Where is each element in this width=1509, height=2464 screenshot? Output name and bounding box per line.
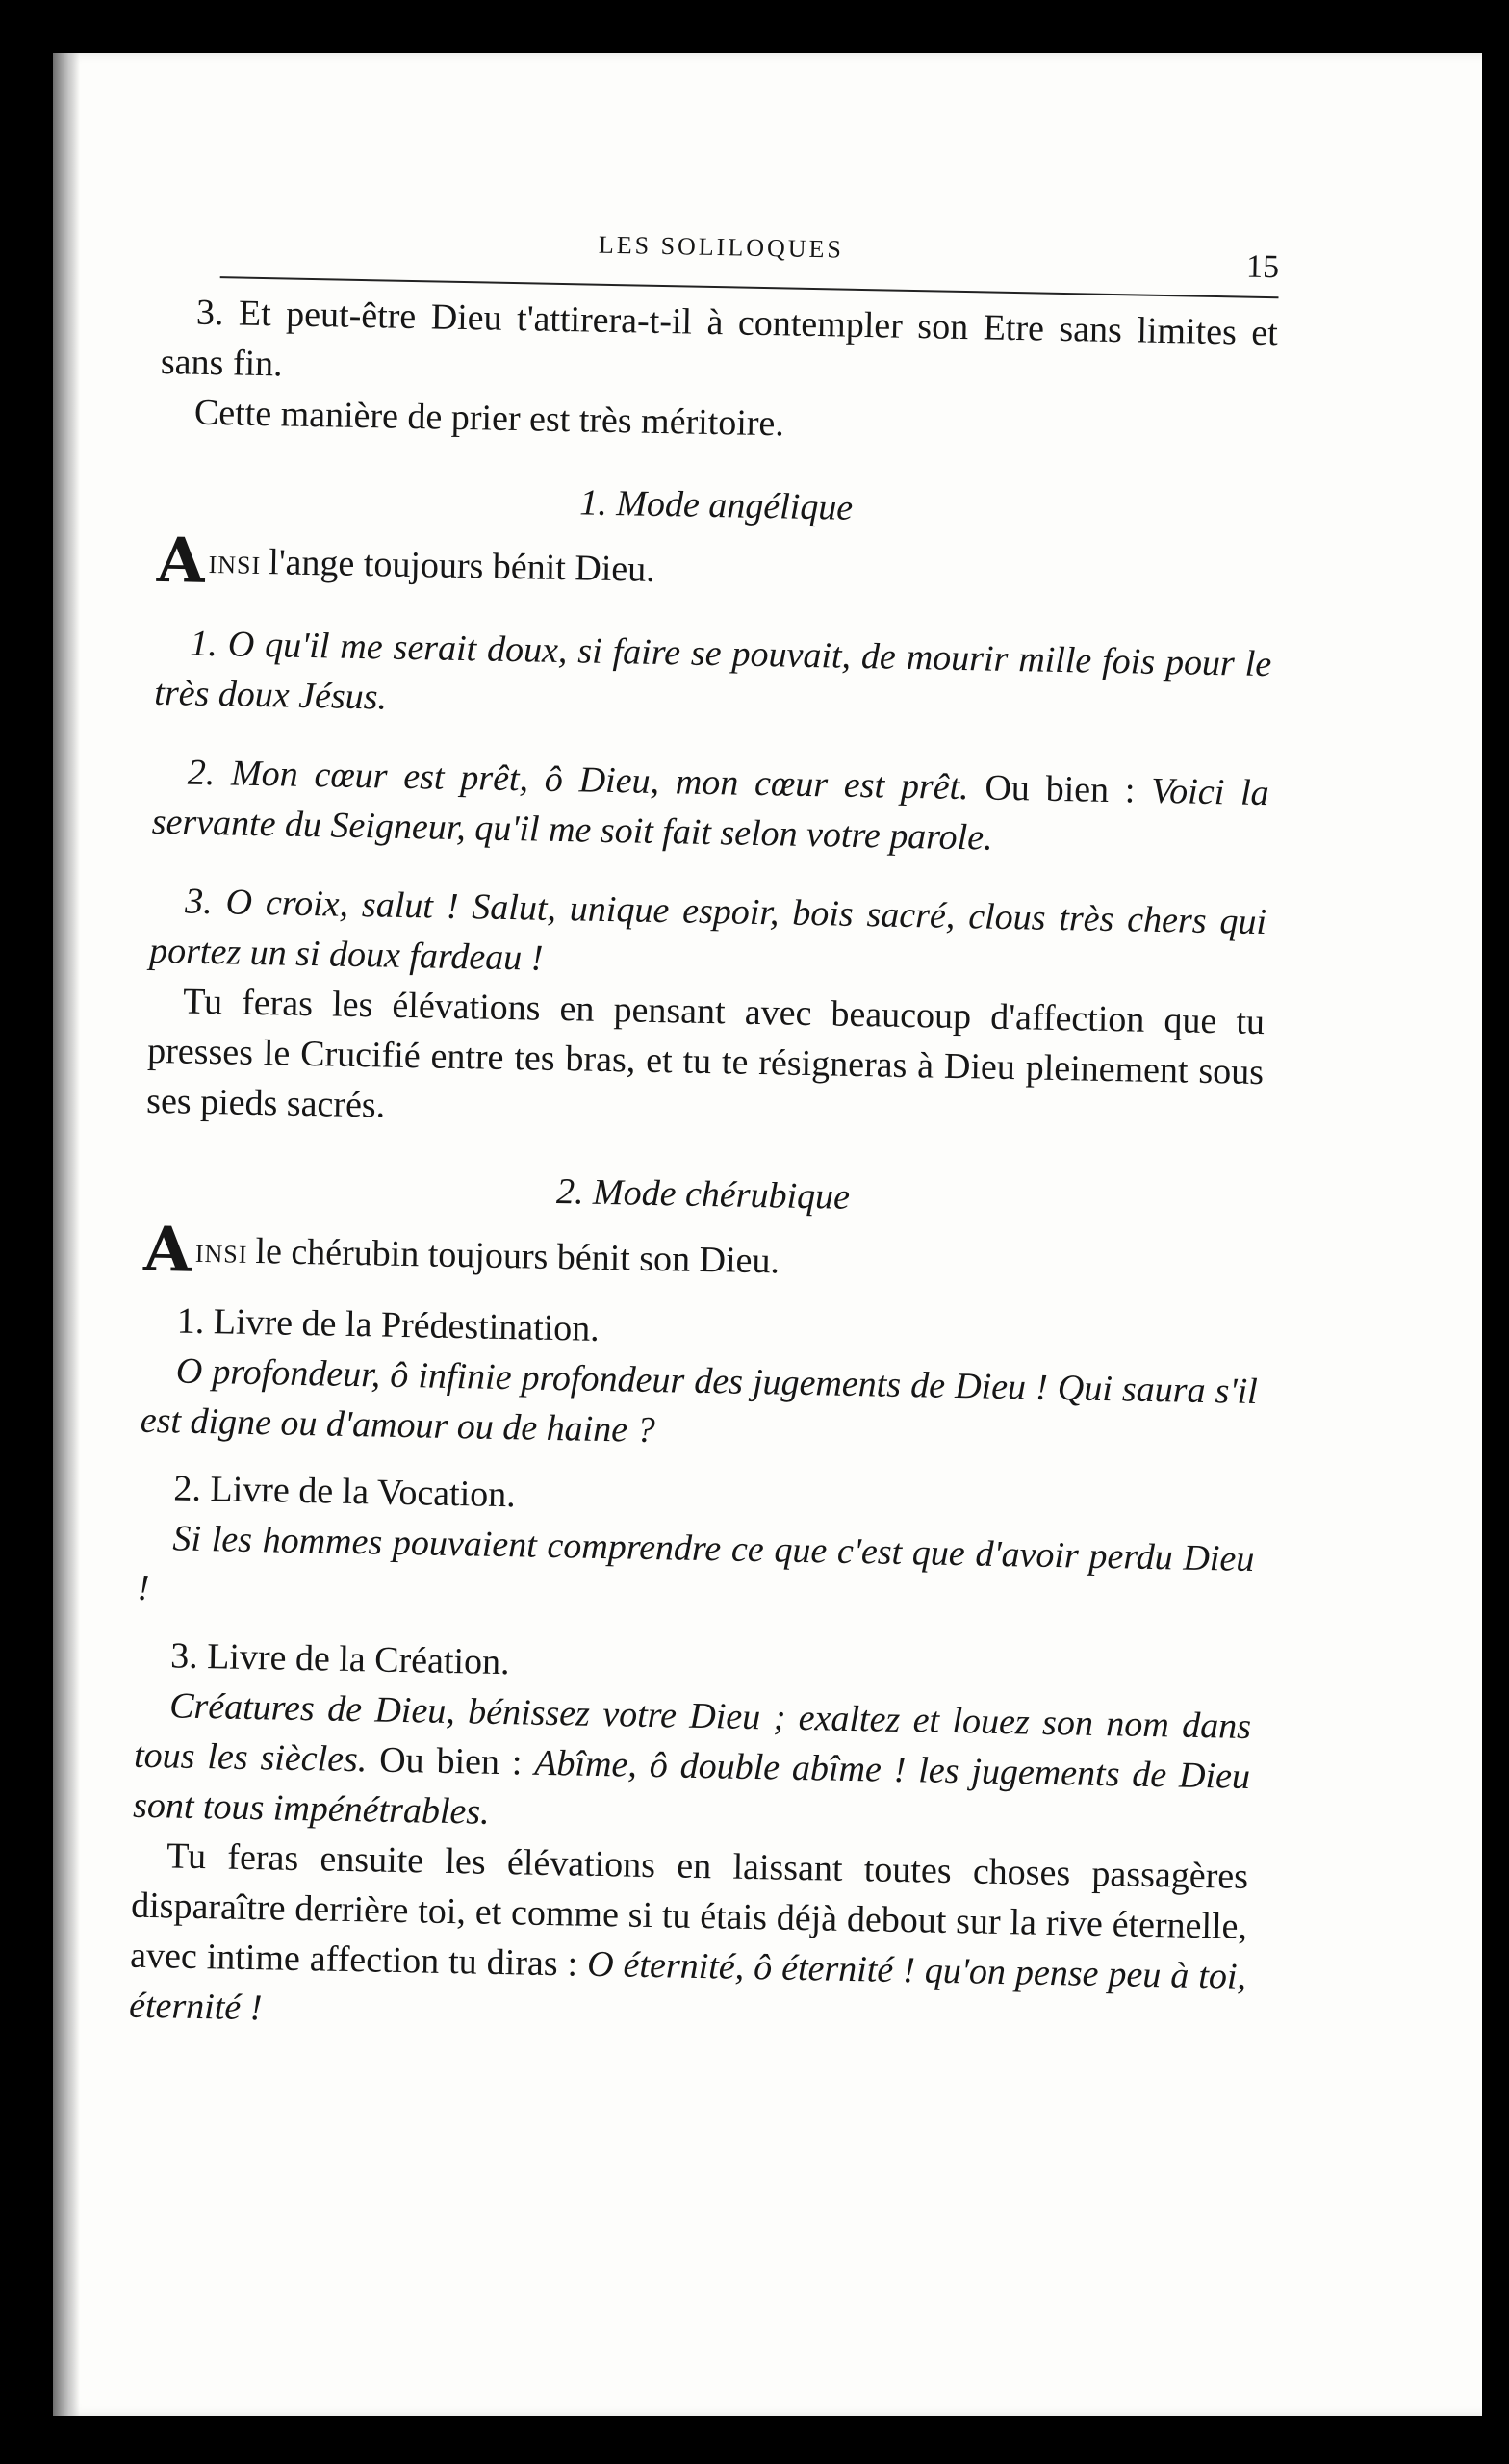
book-2-text: Si les hommes pouvaient comprendre ce que c'est que d'avoir perdu Dieu ! [137, 1518, 1255, 1608]
opening-text: l'ange toujours bénit Dieu. [268, 542, 656, 590]
item-2-roman: Ou bien : [968, 767, 1152, 811]
intro-merit-line: Cette manière de prier est très méritoire. [193, 392, 785, 445]
section-title-angelic: 1. Mode angélique [578, 482, 854, 528]
opening-text: le chérubin toujours bénit son Dieu. [255, 1231, 780, 1282]
item-2-italic: 2. Mon cœur est prêt, ô Dieu, mon cœur est prêt. [187, 752, 970, 808]
drop-letter: A [142, 1213, 192, 1287]
book-1-text: O profondeur, ô infinie profondeur des jugements de Dieu ! Qui saura s'il est digne ou d'amour ou de haine ? [140, 1350, 1259, 1451]
page-gutter-shadow [53, 53, 80, 2416]
angelic-item-2 [151, 747, 1269, 868]
item-2-italic-2: Voici la servante du Seigneur, qu'il me soit fait selon votre parole. [151, 770, 1270, 859]
book-2-heading: 2. Livre de la Vocation. [173, 1468, 517, 1516]
book-1-heading: 1. Livre de la Prédestination. [176, 1300, 601, 1349]
cherubic-closing [129, 1831, 1249, 2052]
intro-paragraph-3: 3. Et peut-être Dieu t'attirera-t-il à contempler son Etre sans limites et sans fin. [160, 292, 1279, 385]
angelic-item-1: 1. O qu'il me serait doux, si faire se pouvait, de mourir mille fois pour le très doux Jésus. [153, 623, 1272, 718]
angelic-closing: Tu feras les élévations en pensant avec beaucoup d'affection que tu presses le Crucifié entre tes bras, et tu te résigneras à Dieu pleinement sous ses pieds sacrés. [145, 981, 1266, 1126]
book-3-text [133, 1681, 1252, 1852]
section-title-cherubic: 2. Mode chérubique [555, 1171, 851, 1218]
book-3-heading: 3. Livre de la Création. [169, 1635, 510, 1683]
closing-roman: Tu feras ensuite les élévations en laissant toutes choses passagères disparaître derrière toi, et comme si tu étais déjà debout sur la rive éternelle, avec intime affection tu diras : [129, 1835, 1249, 1985]
book-3-italic-b: Abîme, ô double abîme ! les jugements de Dieu sont tous impénétrables. [132, 1742, 1251, 1833]
smallcaps-word: INSI [208, 550, 262, 580]
book-3-italic-a: Créatures de Dieu, bénissez votre Dieu ; exaltez et louez son nom dans tous les siècles. [133, 1685, 1252, 1781]
closing-italic: O éternité, ô éternité ! qu'on pense peu à toi, éternité ! [128, 1943, 1247, 2029]
angelic-item-3: 3. O croix, salut ! Salut, unique espoir, bois sacré, clous très chers qui portez un si doux fardeau ! [148, 881, 1267, 979]
drop-letter: A [156, 524, 206, 598]
book-3-roman: Ou bien : [366, 1739, 535, 1784]
page-number: 15 [1245, 248, 1280, 286]
page-text-block [129, 212, 1280, 2052]
smallcaps-word: INSI [194, 1239, 248, 1269]
running-title: LES SOLILOQUES [598, 230, 845, 264]
